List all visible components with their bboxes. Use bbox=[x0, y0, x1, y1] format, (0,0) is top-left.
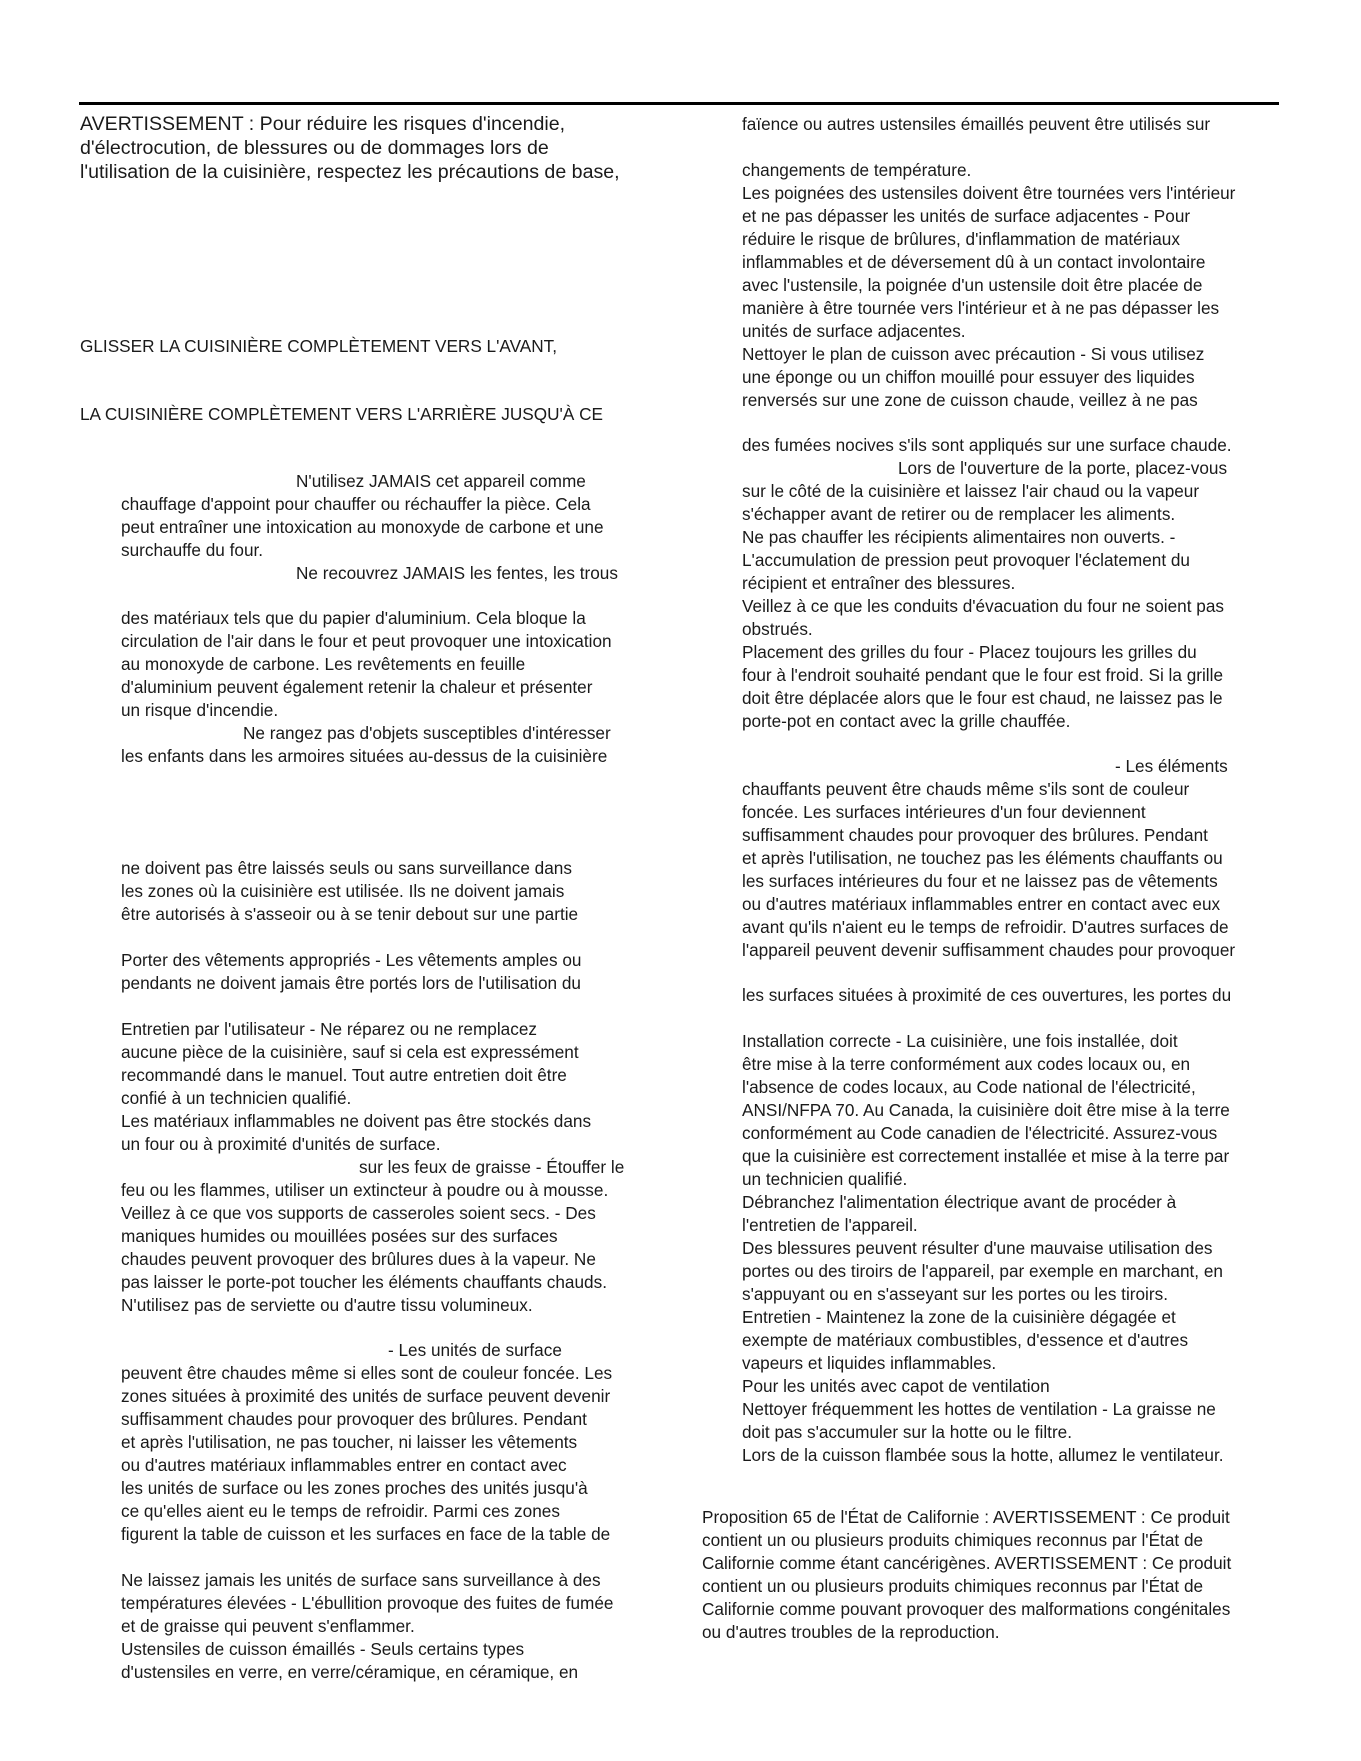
text-line: un four ou à proximité d'unités de surface. bbox=[121, 1134, 441, 1154]
text-line: inflammables et de déversement dû à un contact involontaire bbox=[742, 252, 1206, 272]
text-line: surchauffe du four. bbox=[121, 540, 264, 560]
text-line: vapeurs et liquides inflammables. bbox=[742, 1353, 997, 1373]
text-line: être autorisés à s'asseoir ou à se tenir debout sur une partie bbox=[121, 904, 579, 924]
text-line: et de graisse qui peuvent s'enflammer. bbox=[121, 1616, 415, 1636]
text-line: contient un ou plusieurs produits chimiques reconnus par l'État de bbox=[702, 1530, 1204, 1550]
text-line: Ne laissez jamais les unités de surface sans surveillance à des bbox=[121, 1570, 601, 1590]
text-line: Des blessures peuvent résulter d'une mauvaise utilisation des bbox=[742, 1238, 1213, 1258]
text-line: conformément au Code canadien de l'électricité. Assurez-vous bbox=[742, 1123, 1218, 1143]
text-line: Lors de l'ouverture de la porte, placez-vous bbox=[898, 458, 1228, 478]
text-line: Porter des vêtements appropriés - Les vêtements amples ou bbox=[121, 950, 582, 970]
text-line: renversés sur une zone de cuisson chaude, veillez à ne pas bbox=[742, 390, 1198, 410]
text-line: Débranchez l'alimentation électrique avant de procéder à bbox=[742, 1192, 1177, 1212]
text-line: Installation correcte - La cuisinière, une fois installée, doit bbox=[742, 1031, 1178, 1051]
text-line: et après l'utilisation, ne pas toucher, ni laisser les vêtements bbox=[121, 1432, 578, 1452]
text-line: ce qu'elles aient eu le temps de refroidir. Parmi ces zones bbox=[121, 1501, 560, 1521]
text-line: maniques humides ou mouillées posées sur des surfaces bbox=[121, 1226, 558, 1246]
text-line: manière à être tournée vers l'intérieur et à ne pas dépasser les bbox=[742, 298, 1220, 318]
text-line: avec l'ustensile, la poignée d'un ustensile doit être placée de bbox=[742, 275, 1203, 295]
text-line: LA CUISINIÈRE COMPLÈTEMENT VERS L'ARRIÈRE JUSQU'À CE bbox=[80, 404, 603, 424]
text-line: doit pas s'accumuler sur la hotte ou le filtre. bbox=[742, 1422, 1073, 1442]
text-line: exempte de matériaux combustibles, d'essence et d'autres bbox=[742, 1330, 1189, 1350]
text-line: l'entretien de l'appareil. bbox=[742, 1215, 918, 1235]
text-line: Ne rangez pas d'objets susceptibles d'intéresser bbox=[243, 723, 611, 743]
text-line: récipient et entraîner des blessures. bbox=[742, 573, 1016, 593]
text-line: être mise à la terre conformément aux codes locaux ou, en bbox=[742, 1054, 1191, 1074]
text-line: ou d'autres matériaux inflammables entrer en contact avec bbox=[121, 1455, 567, 1475]
text-line: températures élevées - L'ébullition provoque des fuites de fumée bbox=[121, 1593, 614, 1613]
text-line: contient un ou plusieurs produits chimiques reconnus par l'État de bbox=[702, 1576, 1204, 1596]
text-line: portes ou des tiroirs de l'appareil, par exemple en marchant, en bbox=[742, 1261, 1223, 1281]
text-line: Ne recouvrez JAMAIS les fentes, les trous bbox=[296, 563, 618, 583]
text-line: l'appareil peuvent devenir suffisamment chaudes pour provoquer bbox=[742, 940, 1236, 960]
text-line: ou d'autres matériaux inflammables entrer en contact avec eux bbox=[742, 894, 1221, 914]
text-line: des matériaux tels que du papier d'aluminium. Cela bloque la bbox=[121, 608, 586, 628]
text-line: Lors de la cuisson flambée sous la hotte, allumez le ventilateur. bbox=[742, 1445, 1224, 1465]
text-line: s'échapper avant de retirer ou de remplacer les aliments. bbox=[742, 504, 1176, 524]
text-line: les zones où la cuisinière est utilisée. Ils ne doivent jamais bbox=[121, 881, 565, 901]
text-line: ne doivent pas être laissés seuls ou sans surveillance dans bbox=[121, 858, 572, 878]
text-line: suffisamment chaudes pour provoquer des brûlures. Pendant bbox=[742, 825, 1208, 845]
text-line: Proposition 65 de l'État de Californie : AVERTISSEMENT : Ce produit bbox=[702, 1507, 1230, 1527]
text-line: Les matériaux inflammables ne doivent pas être stockés dans bbox=[121, 1111, 592, 1131]
text-line: L'accumulation de pression peut provoquer l'éclatement du bbox=[742, 550, 1190, 570]
text-line: ANSI/NFPA 70. Au Canada, la cuisinière doit être mise à la terre bbox=[742, 1100, 1230, 1120]
text-line: des fumées nocives s'ils sont appliqués sur une surface chaude. bbox=[742, 435, 1232, 455]
text-line: porte-pot en contact avec la grille chauffée. bbox=[742, 711, 1071, 731]
text-line: d'électrocution, de blessures ou de dommages lors de bbox=[80, 137, 549, 159]
text-line: obstrués. bbox=[742, 619, 813, 639]
text-line: sur les feux de graisse - Étouffer le bbox=[359, 1157, 625, 1177]
text-line: sur le côté de la cuisinière et laissez l'air chaud ou la vapeur bbox=[742, 481, 1200, 501]
text-line: Ustensiles de cuisson émaillés - Seuls certains types bbox=[121, 1639, 525, 1659]
text-line: suffisamment chaudes pour provoquer des brûlures. Pendant bbox=[121, 1409, 587, 1429]
text-line: figurent la table de cuisson et les surfaces en face de la table de bbox=[121, 1524, 611, 1544]
text-line: un risque d'incendie. bbox=[121, 700, 279, 720]
text-line: zones situées à proximité des unités de surface peuvent devenir bbox=[121, 1386, 611, 1406]
text-line: four à l'endroit souhaité pendant que le four est froid. Si la grille bbox=[742, 665, 1224, 685]
text-line: GLISSER LA CUISINIÈRE COMPLÈTEMENT VERS L'AVANT, bbox=[80, 336, 558, 356]
text-line: Veillez à ce que vos supports de casseroles soient secs. - Des bbox=[121, 1203, 596, 1223]
text-line: pendants ne doivent jamais être portés lors de l'utilisation du bbox=[121, 973, 581, 993]
text-line: au monoxyde de carbone. Les revêtements en feuille bbox=[121, 654, 526, 674]
text-line: peut entraîner une intoxication au monoxyde de carbone et une bbox=[121, 517, 604, 537]
text-line: Entretien par l'utilisateur - Ne réparez ou ne remplacez bbox=[121, 1019, 537, 1039]
text-line: chauffants peuvent être chauds même s'ils sont de couleur bbox=[742, 779, 1190, 799]
text-line: les unités de surface ou les zones proches des unités jusqu'à bbox=[121, 1478, 588, 1498]
text-line: chauffage d'appoint pour chauffer ou réchauffer la pièce. Cela bbox=[121, 494, 591, 514]
text-line: et ne pas dépasser les unités de surface adjacentes - Pour bbox=[742, 206, 1191, 226]
text-line: et après l'utilisation, ne touchez pas les éléments chauffants ou bbox=[742, 848, 1223, 868]
text-line: d'ustensiles en verre, en verre/céramique, en céramique, en bbox=[121, 1662, 579, 1682]
text-line: l'utilisation de la cuisinière, respectez les précautions de base, bbox=[80, 161, 620, 183]
text-line: une éponge ou un chiffon mouillé pour essuyer des liquides bbox=[742, 367, 1195, 387]
text-line: Pour les unités avec capot de ventilation bbox=[742, 1376, 1050, 1396]
text-line: peuvent être chaudes même si elles sont de couleur foncée. Les bbox=[121, 1363, 613, 1383]
text-line: Entretien - Maintenez la zone de la cuisinière dégagée et bbox=[742, 1307, 1176, 1327]
text-line: Ne pas chauffer les récipients alimentaires non ouverts. - bbox=[742, 527, 1176, 547]
text-line: changements de température. bbox=[742, 160, 972, 180]
text-line: réduire le risque de brûlures, d'inflammation de matériaux bbox=[742, 229, 1180, 249]
text-line: doit être déplacée alors que le four est chaud, ne laissez pas le bbox=[742, 688, 1223, 708]
text-line: chaudes peuvent provoquer des brûlures dues à la vapeur. Ne bbox=[121, 1249, 596, 1269]
text-line: - Les unités de surface bbox=[388, 1340, 562, 1360]
text-line: un technicien qualifié. bbox=[742, 1169, 908, 1189]
top-rule bbox=[79, 102, 1279, 105]
text-line: AVERTISSEMENT : Pour réduire les risques d'incendie, bbox=[80, 113, 566, 135]
text-line: Californie comme étant cancérigènes. AVERTISSEMENT : Ce produit bbox=[702, 1553, 1232, 1573]
text-line: unités de surface adjacentes. bbox=[742, 321, 966, 341]
text-line: N'utilisez pas de serviette ou d'autre tissu volumineux. bbox=[121, 1295, 533, 1315]
text-line: confié à un technicien qualifié. bbox=[121, 1088, 352, 1108]
text-line: Nettoyer le plan de cuisson avec précaution - Si vous utilisez bbox=[742, 344, 1205, 364]
text-line: les surfaces intérieures du four et ne laissez pas de vêtements bbox=[742, 871, 1218, 891]
text-line: feu ou les flammes, utiliser un extincteur à poudre ou à mousse. bbox=[121, 1180, 609, 1200]
text-line: aucune pièce de la cuisinière, sauf si cela est expressément bbox=[121, 1042, 579, 1062]
text-line: avant qu'ils n'aient eu le temps de refroidir. D'autres surfaces de bbox=[742, 917, 1229, 937]
text-line: ou d'autres troubles de la reproduction. bbox=[702, 1622, 1000, 1642]
text-line: les surfaces situées à proximité de ces ouvertures, les portes du bbox=[742, 985, 1232, 1005]
text-line: Les poignées des ustensiles doivent être tournées vers l'intérieur bbox=[742, 183, 1236, 203]
text-line: circulation de l'air dans le four et peut provoquer une intoxication bbox=[121, 631, 612, 651]
text-line: l'absence de codes locaux, au Code national de l'électricité, bbox=[742, 1077, 1196, 1097]
text-line: Placement des grilles du four - Placez toujours les grilles du bbox=[742, 642, 1197, 662]
text-line: - Les éléments bbox=[1115, 756, 1228, 776]
text-line: Veillez à ce que les conduits d'évacuation du four ne soient pas bbox=[742, 596, 1224, 616]
text-line: d'aluminium peuvent également retenir la chaleur et présenter bbox=[121, 677, 593, 697]
text-line: Nettoyer fréquemment les hottes de ventilation - La graisse ne bbox=[742, 1399, 1216, 1419]
text-line: s'appuyant ou en s'asseyant sur les portes ou les tiroirs. bbox=[742, 1284, 1168, 1304]
text-line: faïence ou autres ustensiles émaillés peuvent être utilisés sur bbox=[742, 114, 1211, 134]
text-line: les enfants dans les armoires situées au-dessus de la cuisinière bbox=[121, 746, 608, 766]
text-line: foncée. Les surfaces intérieures d'un four deviennent bbox=[742, 802, 1146, 822]
text-line: que la cuisinière est correctement installée et mise à la terre par bbox=[742, 1146, 1230, 1166]
text-line: Californie comme pouvant provoquer des malformations congénitales bbox=[702, 1599, 1231, 1619]
text-line: recommandé dans le manuel. Tout autre entretien doit être bbox=[121, 1065, 567, 1085]
text-line: N'utilisez JAMAIS cet appareil comme bbox=[296, 471, 586, 491]
text-line: pas laisser le porte-pot toucher les éléments chauffants chauds. bbox=[121, 1272, 607, 1292]
